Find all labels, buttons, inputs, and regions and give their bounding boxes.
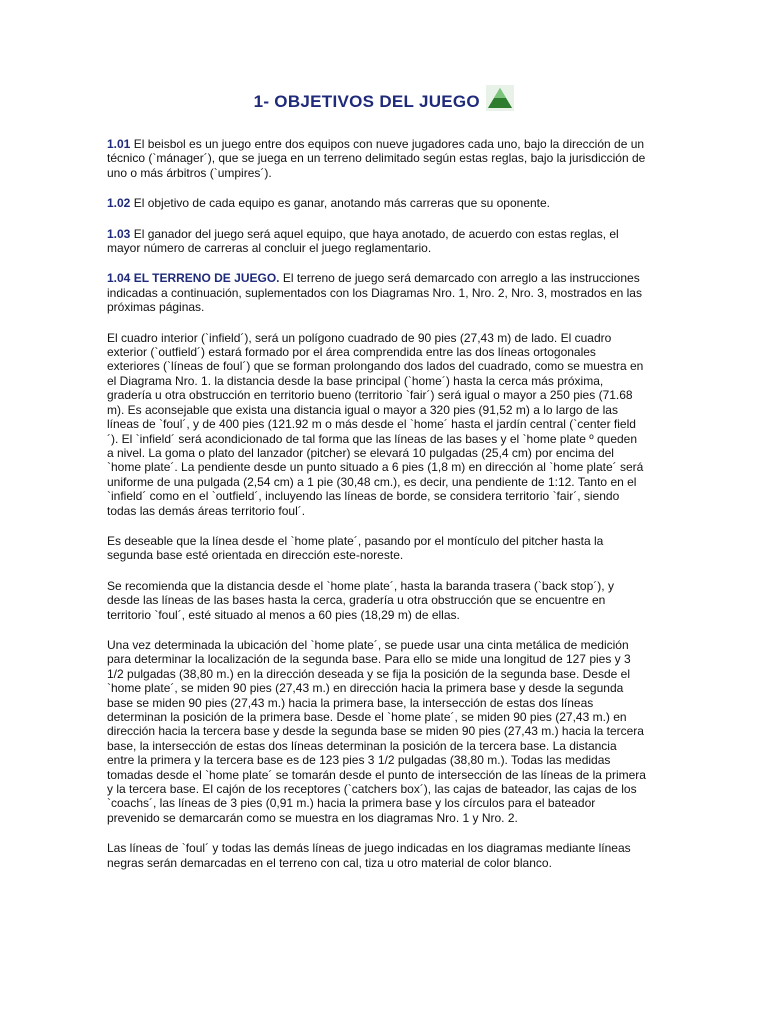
paragraph-text: El objetivo de cada equipo es ganar, anotando más carreras que su oponente. xyxy=(130,196,550,211)
title-row xyxy=(0,92,768,122)
rule-number: 1.01 xyxy=(107,137,131,151)
pyramid-icon xyxy=(486,85,514,111)
paragraph-1-03 xyxy=(107,227,647,256)
paragraph-text: Una vez determinada la ubicación del `home plate´, se puede usar una cinta metálica de medición para determinar la localización de la segunda base. Para ello se mide una longitud de 127 pies y 3 1/2 pulgadas (38,80 m.) en la dirección deseada y se fija la posición de la segunda base. Desde el `home plate´, se miden 90 pies (27,43 m.) en dirección hacia la primera base y desde la segunda base se miden 90 pies (27,43 m.) hacia la primera base, la intersección de estas dos líneas determinan la posición de la primera base. Desde el `home plate´, se miden 90 pies (27,43 m.) en dirección hacia la tercera base y desde la segunda base se miden 90 pies (27,43 m.) hacia la tercera base, la intersección de estas dos líneas determinan la posición de la tercera base. La distancia entre la primera y la tercera base es de 123 pies 3 1/2 pulgadas (38,80 m.). Todas las medidas tomadas desde el `home plate´ se tomarán desde el punto de intersección de las líneas de la primera y la tercera base. El cajón de los receptores (`catchers box´), las cajas de bateador, las cajas de los `coachs´, las líneas de 3 pies (0,91 m.) hacia la primera base y los círculos para el bateador prevenido se demarcarán como se muestra en los diagramas Nro. 1 y Nro. 2. xyxy=(107,637,646,825)
rule-number: 1.02 xyxy=(107,196,131,211)
rule-number: 1.03 xyxy=(107,226,131,241)
paragraph-text: Se recomienda que la distancia desde el `home plate´, hasta la baranda trasera (`back stop´), y desde las líneas de las bases hasta la cerca, gradería u otra obstrucción que se encuentre en territorio `foul´, esté situado al menos a 60 pies (18,29 m) de ellas. xyxy=(107,578,614,622)
paragraph-1-02 xyxy=(107,196,647,210)
paragraph-backstop xyxy=(107,579,647,622)
paragraph-text: El ganador del juego será aquel equipo, que haya anotado, de acuerdo con estas reglas, el mayor número de carreras al concluir el juego reglamentario. xyxy=(107,226,619,256)
paragraph-measurement xyxy=(107,638,647,825)
paragraph-text: El beisbol es un juego entre dos equipos con nueve jugadores cada uno, bajo la dirección de un técnico (`mánager´), que se juega en un terreno delimitado según estas reglas, bajo la jurisdicción de uno o más árbitros (`umpires´). xyxy=(107,137,646,180)
page-title: 1- OBJETIVOS DEL JUEGO xyxy=(253,92,480,111)
document-body xyxy=(107,137,647,886)
paragraph-orientation xyxy=(107,534,647,563)
paragraph-1-04 xyxy=(107,271,647,314)
rule-heading: 1.04 EL TERRENO DE JUEGO. xyxy=(107,271,280,286)
paragraph-text: El cuadro interior (`infield´), será un polígono cuadrado de 90 pies (27,43 m) de lado. El cuadro exterior (`outfield´) estará formado por el área comprendida entre las dos líneas ortogonales exteriores (`líneas de foul´) que se forman prolongando dos lados del cuadrado, como se muestra en el Diagrama Nro. 1. la distancia desde la base principal (`home´) hasta la cerca más próxima, gradería u otra obstrucción en territorio bueno (territorio `fair´) será igual o mayor a 250 pies (71.68 m). Es aconsejable que exista una distancia igual o mayor a 320 pies (91,52 m) a lo largo de las líneas de `foul´, y de 400 pies (121.92 m o más desde el `home´ hasta el jardín central (`center field´). El `infield´ será acondicionado de tal forma que las líneas de las bases y el `home plate º queden a nivel. La goma o plato del lanzador (pitcher) se elevará 10 pulgadas (25,4 cm) por encima del `home plate´. La pendiente desde un punto situado a 6 pies (1,8 m) en dirección al `home plate´ será uniforme de una pulgada (2,54 cm) a 1 pie (30,48 cm.), es decir, una pendiente de 1:12. Tanto en el `infield´ como en el `outfield´, incluyendo las líneas de borde, se considera territorio `fair´, siendo todas las demás áreas territorio foul´. xyxy=(107,330,644,518)
paragraph-text: Las líneas de `foul´ y todas las demás líneas de juego indicadas en los diagramas mediante líneas negras serán demarcadas en el terreno con cal, tiza u otro material de color blanco. xyxy=(107,841,631,870)
paragraph-text: Es deseable que la línea desde el `home plate´, pasando por el montículo del pitcher hasta la segunda base esté orientada en dirección este-noreste. xyxy=(107,533,604,563)
paragraph-1-01 xyxy=(107,137,647,180)
paragraph-infield xyxy=(107,331,647,518)
paragraph-text: El terreno de juego será demarcado con arreglo a las instrucciones indicadas a continuación, suplementados con los Diagramas Nro. 1, Nro. 2, Nro. 3, mostrados en las próximas páginas. xyxy=(107,271,642,315)
paragraph-foul-lines xyxy=(107,841,647,870)
